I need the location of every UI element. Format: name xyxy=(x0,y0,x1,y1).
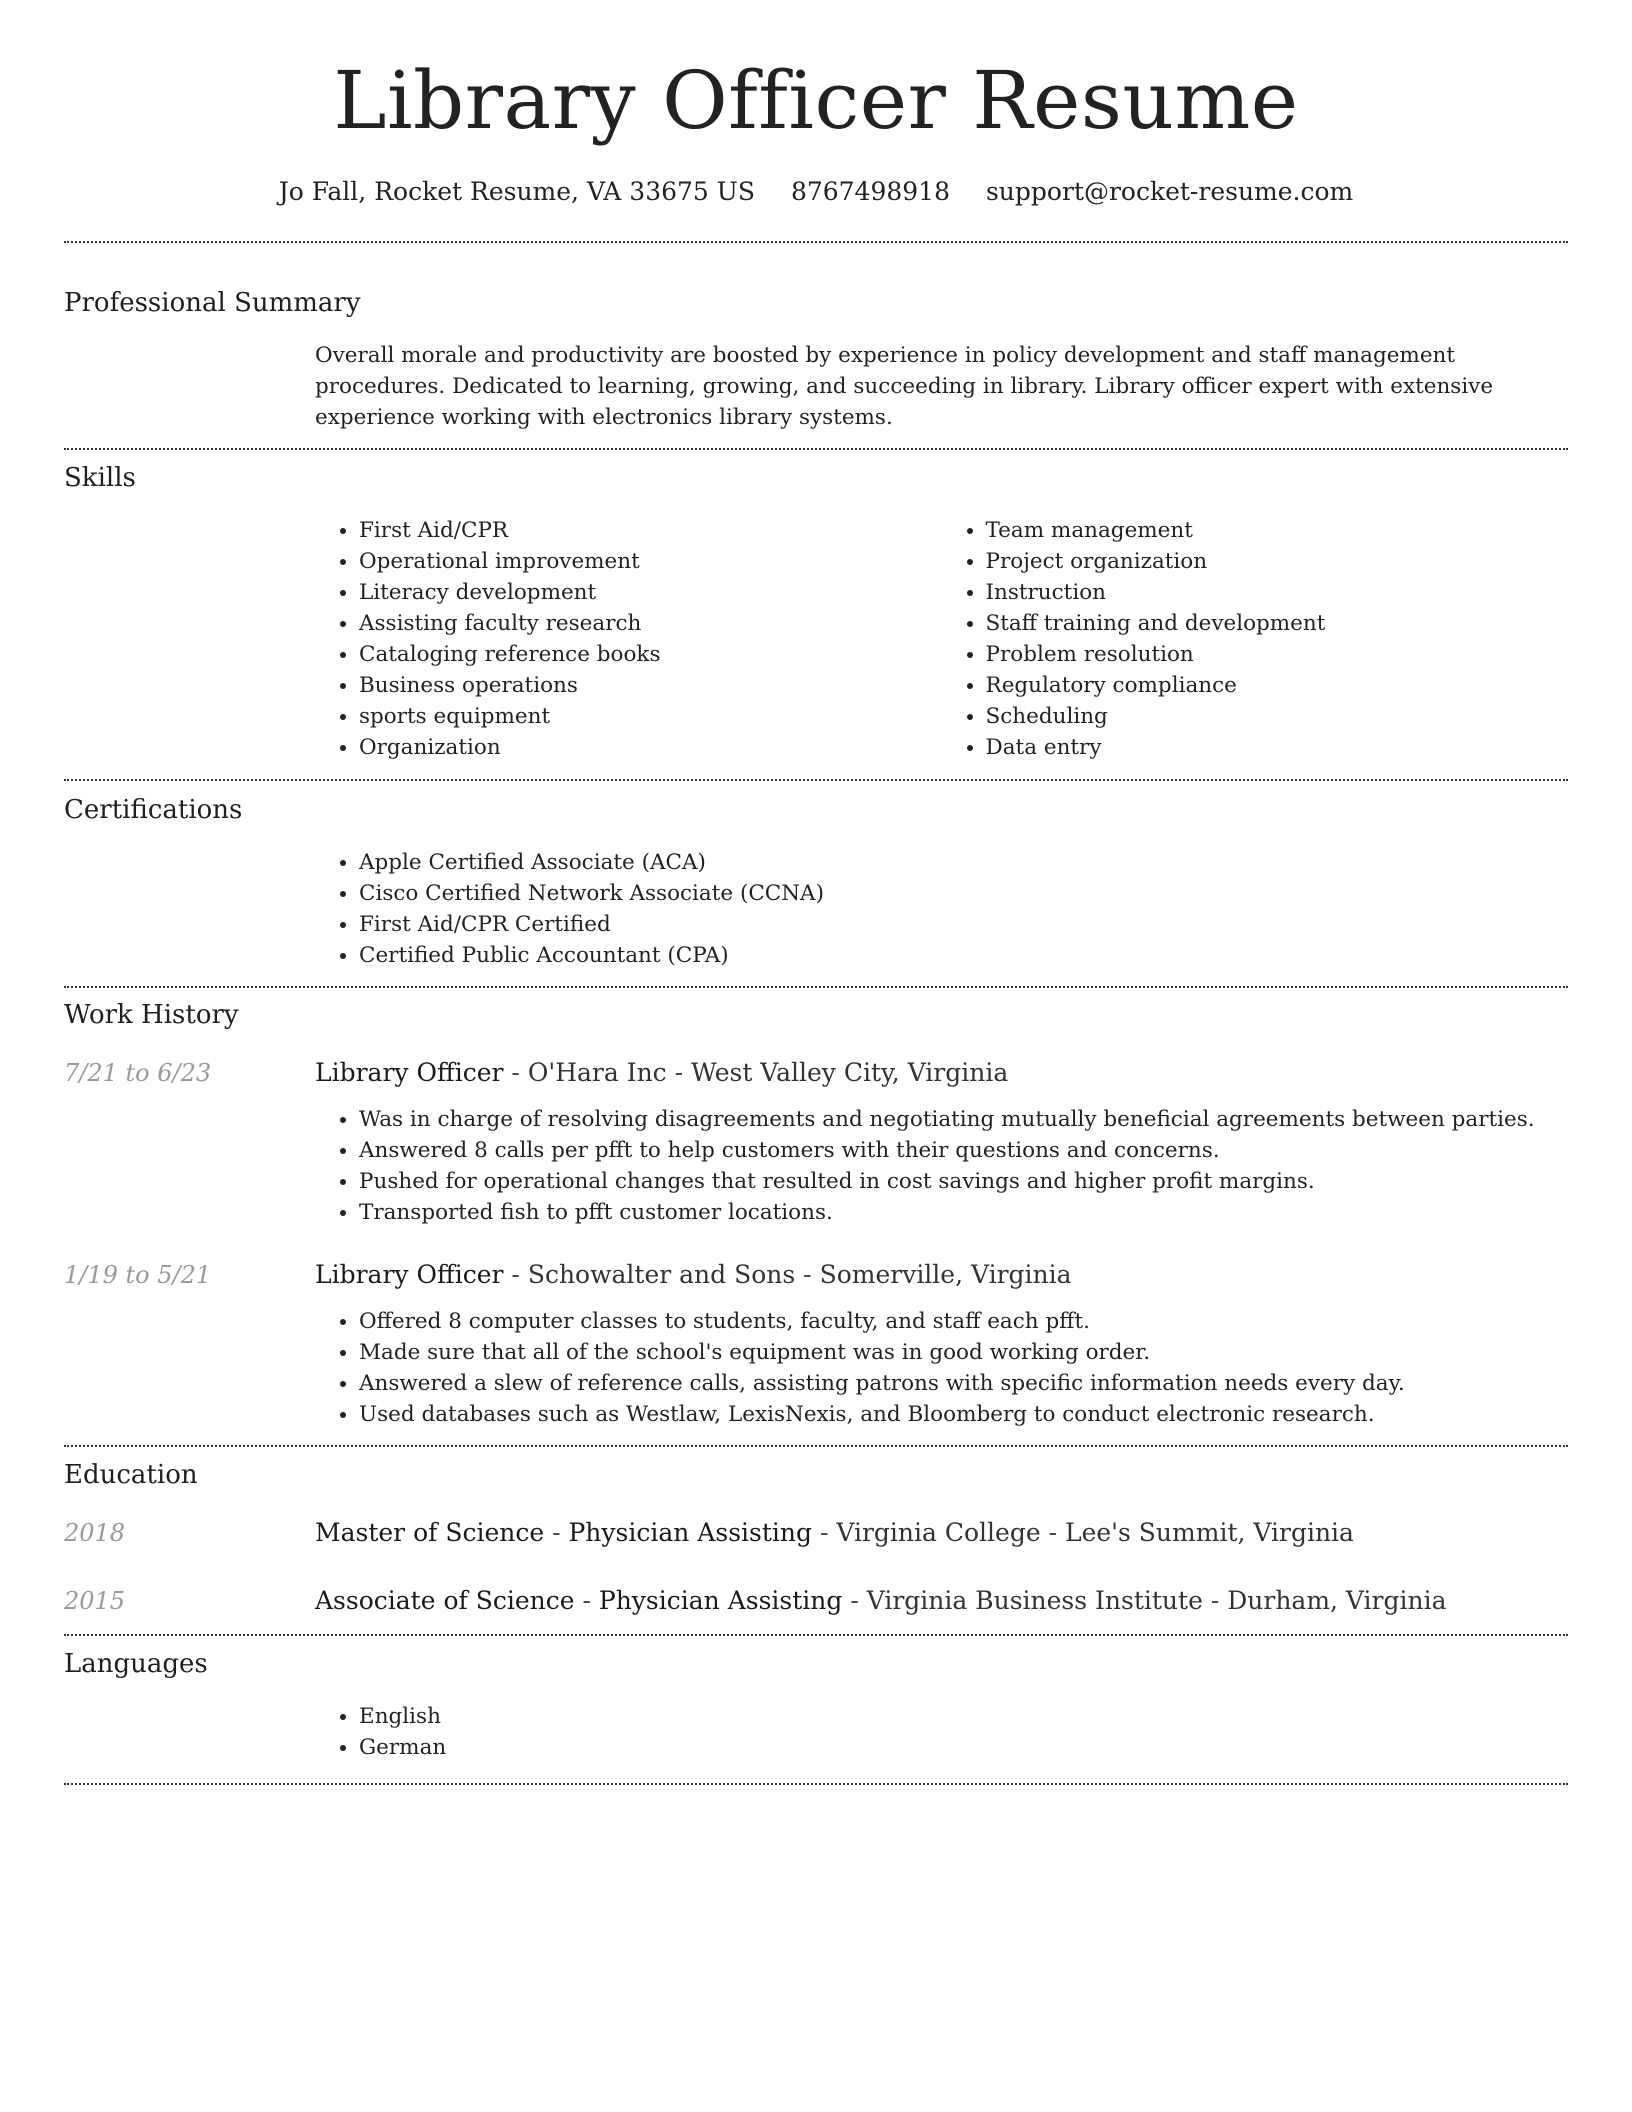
list-item: • Made sure that all of the school's equipment was in good working order. xyxy=(359,1337,1568,1368)
list-item: • Was in charge of resolving disagreements and negotiating mutually beneficial agreements between parties. xyxy=(359,1104,1568,1135)
separator: - xyxy=(574,1586,599,1615)
separator: - xyxy=(1040,1518,1065,1547)
work-section xyxy=(64,988,1568,1430)
list-item: • Organization xyxy=(359,732,942,763)
education-location: Durham, Virginia xyxy=(1227,1586,1447,1615)
list-item: • sports equipment xyxy=(359,701,942,732)
list-item: • English xyxy=(359,1701,1568,1732)
education-school: Virginia Business Institute xyxy=(866,1586,1203,1615)
list-item: • German xyxy=(359,1732,1568,1763)
skills-section xyxy=(64,450,1568,763)
job-entry xyxy=(64,1258,1568,1430)
separator: - xyxy=(666,1058,692,1087)
skills-columns xyxy=(315,515,1568,763)
education-line xyxy=(315,1584,1447,1618)
list-item: • Scheduling xyxy=(986,701,1569,732)
education-heading: Education xyxy=(64,1460,198,1490)
contact-email: support@rocket-resume.com xyxy=(985,177,1354,206)
job-bullets-wrap xyxy=(315,1306,1568,1430)
contact-address: Jo Fall, Rocket Resume, VA 33675 US xyxy=(278,177,755,206)
job-title-line xyxy=(315,1056,1008,1090)
list-item: • Certified Public Accountant (CPA) xyxy=(359,940,1568,971)
list-item: • Regulatory compliance xyxy=(986,670,1569,701)
separator: - xyxy=(842,1586,867,1615)
list-item: • Answered a slew of reference calls, assisting patrons with specific information needs every day. xyxy=(359,1368,1568,1399)
languages-heading: Languages xyxy=(64,1649,208,1679)
list-item: • Used databases such as Westlaw, LexisNexis, and Bloomberg to conduct electronic research. xyxy=(359,1399,1568,1430)
education-line xyxy=(315,1516,1354,1550)
job-bullets xyxy=(315,1306,1568,1430)
summary-text: Overall morale and productivity are boosted by experience in policy development and staff management procedures. Dedicated to learning, growing, and succeeding in library. Library officer expert with extensive experience working with electronics library systems. xyxy=(315,343,1494,430)
job-role: Library Officer xyxy=(315,1260,504,1289)
job-entry xyxy=(64,1056,1568,1228)
separator: - xyxy=(544,1518,569,1547)
list-item: • Data entry xyxy=(986,732,1569,763)
education-year: 2018 xyxy=(64,1519,126,1547)
job-bullets xyxy=(315,1104,1568,1228)
list-item: • Cisco Certified Network Associate (CCNA) xyxy=(359,878,1568,909)
list-item: • Cataloging reference books xyxy=(359,639,942,670)
job-dates: 1/19 to 5/21 xyxy=(64,1261,212,1289)
skills-heading: Skills xyxy=(64,463,136,493)
job-header xyxy=(64,1056,1568,1090)
education-year: 2015 xyxy=(64,1587,126,1615)
list-item: • Problem resolution xyxy=(986,639,1569,670)
education-entry xyxy=(64,1516,1568,1550)
resume-page xyxy=(64,0,1568,1785)
languages-list xyxy=(315,1701,1568,1763)
job-location: West Valley City, Virginia xyxy=(691,1058,1009,1087)
resume-title: Library Officer Resume xyxy=(333,54,1299,147)
list-item: • Staff training and development xyxy=(986,608,1569,639)
certifications-list xyxy=(315,847,1568,971)
list-item: • Apple Certified Associate (ACA) xyxy=(359,847,1568,878)
job-header xyxy=(64,1258,1568,1292)
languages-list-wrap xyxy=(315,1701,1568,1763)
list-item: • Offered 8 computer classes to students, faculty, and staff each pfft. xyxy=(359,1306,1568,1337)
section-divider xyxy=(64,1783,1568,1785)
work-heading: Work History xyxy=(64,1000,239,1030)
education-entry xyxy=(64,1584,1568,1618)
education-field: Physician Assisting xyxy=(568,1518,812,1547)
job-title-line xyxy=(315,1258,1072,1292)
list-item: • Assisting faculty research xyxy=(359,608,942,639)
job-location: Somerville, Virginia xyxy=(819,1260,1072,1289)
education-degree: Associate of Science xyxy=(315,1586,575,1615)
job-bullets-wrap xyxy=(315,1104,1568,1228)
skills-list-right xyxy=(942,515,1569,763)
summary-heading: Professional Summary xyxy=(64,288,361,318)
job-role: Library Officer xyxy=(315,1058,504,1087)
education-location: Lee's Summit, Virginia xyxy=(1064,1518,1354,1547)
separator: - xyxy=(795,1260,820,1289)
list-item: • Literacy development xyxy=(359,577,942,608)
list-item: • Answered 8 calls per pfft to help customers with their questions and concerns. xyxy=(359,1135,1568,1166)
list-item: • Business operations xyxy=(359,670,942,701)
job-dates: 7/21 to 6/23 xyxy=(64,1059,212,1087)
list-item: • Team management xyxy=(986,515,1569,546)
list-item: • First Aid/CPR xyxy=(359,515,942,546)
certifications-list-wrap xyxy=(315,847,1568,971)
separator: - xyxy=(503,1260,528,1289)
list-item: • Instruction xyxy=(986,577,1569,608)
skills-list-left xyxy=(315,515,942,763)
job-company: O'Hara Inc xyxy=(527,1058,667,1087)
certifications-heading: Certifications xyxy=(64,795,243,825)
education-field: Physician Assisting xyxy=(598,1586,843,1615)
list-item: • Pushed for operational changes that resulted in cost savings and higher profit margins. xyxy=(359,1166,1568,1197)
contact-phone: 8767498918 xyxy=(790,177,950,206)
separator: - xyxy=(1202,1586,1228,1615)
job-company: Schowalter and Sons xyxy=(527,1260,796,1289)
languages-section xyxy=(64,1636,1568,1763)
list-item: • First Aid/CPR Certified xyxy=(359,909,1568,940)
list-item: • Project organization xyxy=(986,546,1569,577)
contact-line xyxy=(64,176,1568,208)
summary-section xyxy=(64,243,1568,433)
list-item: • Transported fish to pfft customer locations. xyxy=(359,1197,1568,1228)
education-section xyxy=(64,1447,1568,1618)
certifications-section xyxy=(64,781,1568,971)
education-degree: Master of Science xyxy=(315,1518,545,1547)
separator: - xyxy=(812,1518,837,1547)
education-school: Virginia College xyxy=(836,1518,1041,1547)
list-item: • Operational improvement xyxy=(359,546,942,577)
separator: - xyxy=(503,1058,528,1087)
